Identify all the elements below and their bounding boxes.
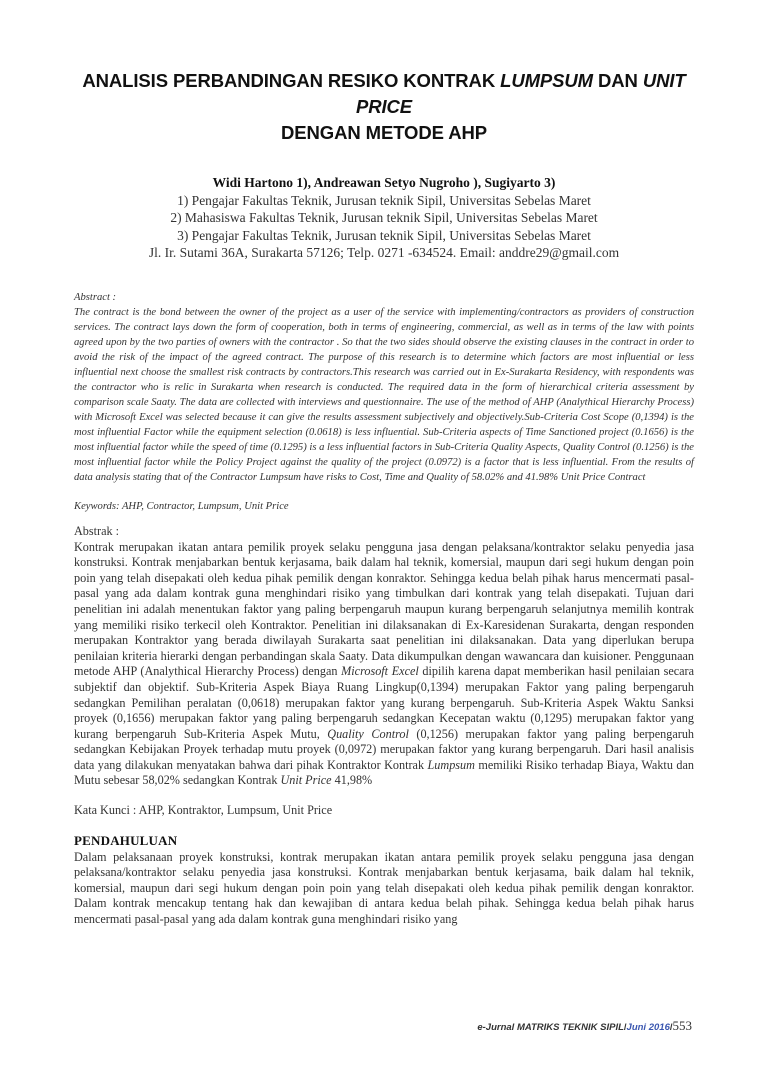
title-unit-price: UNIT PRICE	[355, 70, 686, 117]
abstrak-em-excel: Microsoft Excel	[341, 664, 419, 679]
title-line-2: DENGAN METODE AHP	[281, 122, 487, 143]
affiliation-2: 2) Mahasiswa Fakultas Teknik, Jurusan teknik Sipil, Universitas Sebelas Maret	[170, 210, 598, 226]
footer-journal: e-Jurnal MATRIKS TEKNIK SIPIL	[477, 1022, 624, 1033]
paper-page	[0, 68, 768, 1092]
abstract-text: The contract is the bond between the owner of the project as a user of the service with implementing/contractors as providers of construction services. The contract lays down the form of cooperation, both in terms of engineering, commercial, as well as in terms of the law with points agreed upon by the two parties of owners with the contractor . So that the two sides should observe the existing clauses in the contract in order to avoid the risk of the impact of the agreed contract. The purpose of this research is to determine which factors are most influential or less influential next choose the smallest risk contracts by contractors.This research was carried out in Ex-Surakarta Residency, with respondents was the contractor who is relic in Surakarta when research is conducted. The required data in the form of hierarchical criteria assessment by comparison scale Saaty. The data are collected with interviews and questionnaire. The use of the method of AHP (Analythical Hierarchy Process) with Microsoft Excel was selected because it can give the results assessment subjectively and objectively.Sub-Criteria Cost Scope (0,1394) is the most influential Factor while the equipment selection (0.0618) is less influential. Sub-Criteria aspects of Time Sanctioned project (0.1656) is the most influential factor while the speed of time (0.1295) is a less influential factors in Sub-Criteria Quality Aspects, Quality Control (0.1256) is the most influential factor while the Policy Project against the quality of the project (0.0972) is a factor that is less influential. From the results of data analysis stating that of the Contractor Lumpsum have risks to Cost, Time and Quality of 58.02% and 41.98% Unit Price Contract	[74, 306, 694, 483]
page-footer: e-Jurnal MATRIKS TEKNIK SIPIL/Juni 2016/553	[477, 1018, 692, 1033]
author-address: Jl. Ir. Sutami 36A, Surakarta 57126; Telp. 0271 -634524. Email: anddre29@gmail.com	[148, 245, 620, 261]
abstract-label: Abstract :	[74, 291, 117, 303]
abstrak-em-quality-control: Quality Control	[327, 726, 409, 741]
abstract-english	[74, 290, 694, 485]
keywords-indonesian: Kata Kunci : AHP, Kontraktor, Lumpsum, Unit Price	[74, 803, 333, 818]
abstrak-label: Abstrak :	[74, 523, 120, 538]
abstrak-em-unit-price: Unit Price	[280, 773, 332, 788]
section-heading-pendahuluan: PENDAHULUAN	[74, 832, 178, 848]
affiliation-3: 3) Pengajar Fakultas Teknik, Jurusan teknik Sipil, Universitas Sebelas Maret	[177, 227, 591, 243]
paper-title	[74, 68, 694, 146]
author-names: Widi Hartono 1), Andreawan Setyo Nugroho ), Sugiyarto 3)	[212, 175, 556, 190]
footer-issue: Juni 2016	[626, 1022, 670, 1033]
title-lumpsum: LUMPSUM	[500, 70, 593, 91]
pendahuluan-text: Dalam pelaksanaan proyek konstruksi, kontrak merupakan ikatan antara pemilik proyek selaku pengguna jasa dengan pelaksana/kontraktor selaku penyedia jasa konstruksi. Kontrak menjabarkan bentuk kerjasama, baik dalam hal teknik, komersial, maupun dari segi hukum dengan poin poin yang telah disepakati oleh kedua pihak pemilik dengan konraktor. Dalam kontrak mencakup tentang hak dan kewajiban di antara kedua belah pihak. Sehingga kedua belah pihak harus mencermati pasal-pasal yang ada dalam kontrak guna menghindari risiko yang	[74, 849, 694, 927]
abstrak-text: Kontrak merupakan ikatan antara pemilik proyek selaku pengguna jasa dengan pelaksana/kontraktor selaku penyedia jasa konstruksi. Kontrak menjabarkan bentuk kerjasama, baik dalam hal teknik, komersial, maupun dari segi hukum dengan poin poin yang telah disepakati oleh kedua pihak pemilik dengan konraktor. Sehingga kedua belah pihak harus mencermati pasal-pasal yang ada dalam kontrak guna menghindari risiko yang timbulkan dari kontrak yang telah disepakati. Tujuan dari penelitian ini adalah menentukan faktor yang paling berpengaruh maupun kurang berpengaruh selanjutnya memilih kontrak yang memiliki risiko terkecil oleh Kontraktor. Penelitian ini dilaksanakan di Ex-Karesidenan Surakarta, dengan responden merupakan Kontraktor yang berada diwilayah Surakarta saat penelitian ini dilaksanakan. Data yang diperlukan berupa penilaian kriteria hierarki dengan perbandingan skala Saaty. Data dikumpulkan dengan wawancara dan kuisioner. Penggunaan metode AHP (Analythical Hierarchy Process) dengan Microsoft Excel dipilih karena dapat memberikan hasil penilaian secara subjektif dan objektif. Sub-Kriteria Aspek Biaya Ruang Lingkup(0,1394) merupakan Faktor yang paling berpengaruh sedangkan Pemilihan peralatan (0,0618) merupakan faktor yang kurang berpengaruh. Sub-Kriteria Aspek Waktu Sanksi proyek (0,1656) merupakan faktor yang paling berpengaruh sedangkan Kecepatan waktu (0,1295) merupakan faktor yang kurang berpengaruh Sub-Kriteria Aspek Mutu, Quality Control (0,1256) merupakan faktor yang paling berpengaruh sedangkan Kebijakan Proyek terhadap mutu proyek (0,0972) merupakan faktor yang kurang berpengaruh. Dari hasil analisis data yang dilakukan menyatakan bahwa dari pihak Kontraktor Kontrak Lumpsum memiliki Risiko terhadap Biaya, Waktu dan Mutu sebesar 58,02% sedangkan Kontrak Unit Price 41,98%	[74, 539, 695, 788]
keywords-english: Keywords: AHP, Contractor, Lumpsum, Unit Price	[74, 500, 289, 512]
author-block	[74, 174, 694, 262]
affiliation-1: 1) Pengajar Fakultas Teknik, Jurusan teknik Sipil, Universitas Sebelas Maret	[177, 192, 591, 208]
page-number: 553	[672, 1018, 692, 1033]
title-line-1: ANALISIS PERBANDINGAN RESIKO KONTRAK LUMPSUM DAN UNIT PRICE	[82, 70, 686, 117]
abstrak-em-lumpsum: Lumpsum	[427, 757, 475, 772]
abstract-indonesian	[74, 524, 694, 789]
